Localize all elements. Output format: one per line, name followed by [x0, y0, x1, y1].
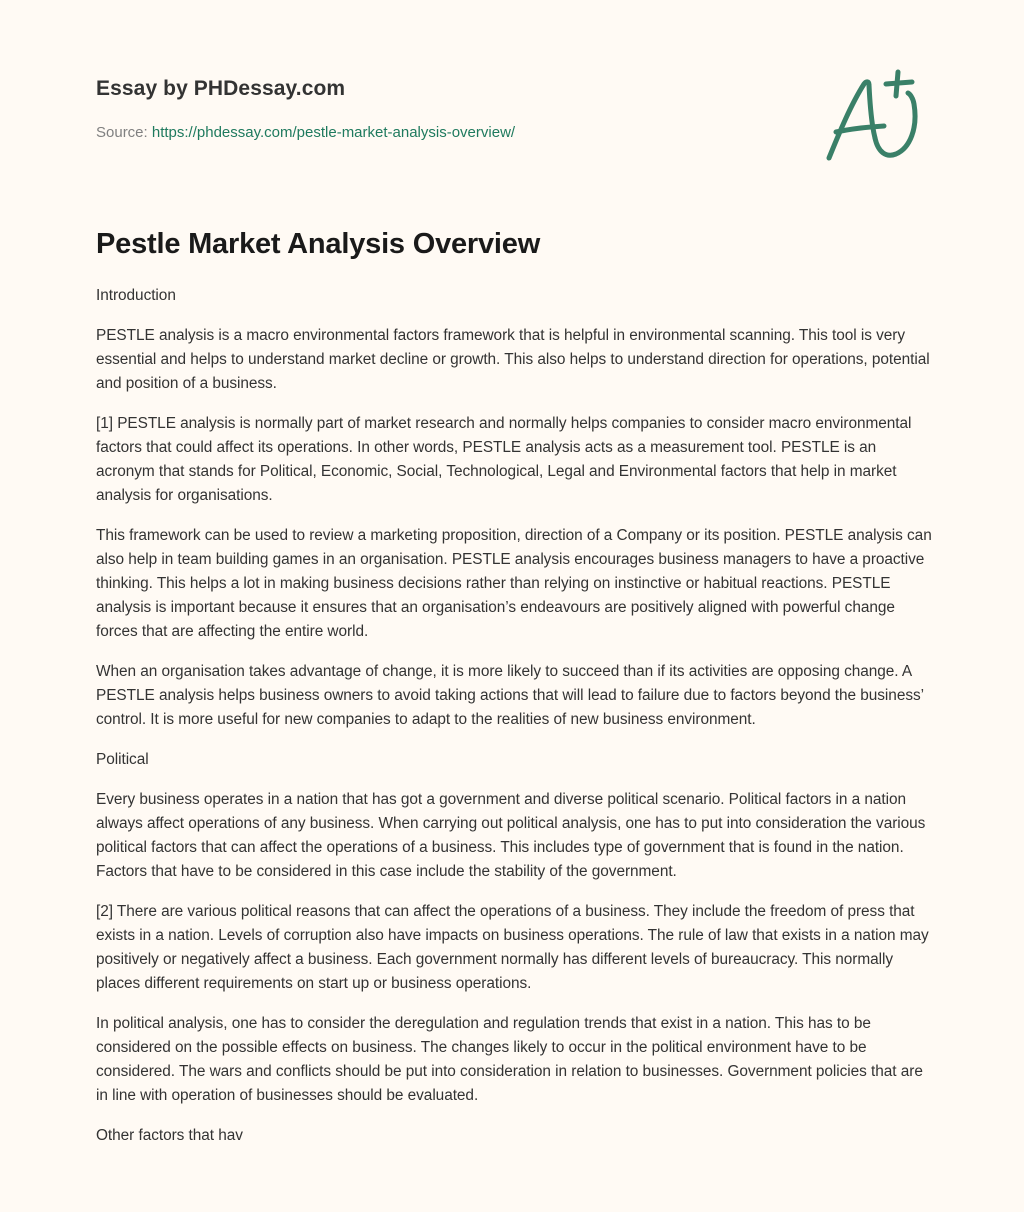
section-heading-political: Political — [96, 751, 149, 768]
paragraph: When an organisation takes advantage of change, it is more likely to succeed than if its activities are opposing change. A PESTLE analysis helps business owners to avoid taking actions that will lead to failure due to factors beyond the business’ control. It is more useful for new companies to adapt to the realities of new business environment. — [96, 663, 924, 728]
paragraph: In political analysis, one has to consider the deregulation and regulation trends that exist in a nation. This has to be considered on the possible effects on business. The changes likely to occur in the political environment have to be considered. The wars and conflicts should be put into consideration in relation to businesses. Government policies that are in line with operation of businesses should be evaluated. — [96, 1015, 923, 1104]
paragraph: [1] PESTLE analysis is normally part of market research and normally helps companies to consider macro environmental factors that could affect its operations. In other words, PESTLE analysis acts as a measurement tool. PESTLE is an acronym that stands for Political, Economic, Social, Technological, Legal and Environmental factors that help in market analysis for organisations. — [96, 415, 912, 504]
paragraph: [2] There are various political reasons that can affect the operations of a business. They include the freedom of press that exists in a nation. Levels of corruption also have impacts on business operations. The rule of law that exists in a nation may positively or negatively affect a business. Each government normally has different levels of bureaucracy. This normally places different requirements on start up or business operations. — [96, 903, 929, 992]
a-plus-grade-icon — [820, 66, 930, 166]
essay-title: Pestle Market Analysis Overview — [96, 228, 541, 260]
paragraph: This framework can be used to review a marketing proposition, direction of a Company or its position. PESTLE analysis can also help in team building games in an organisation. PESTLE analysis encourages business managers to have a proactive thinking. This helps a lot in making business decisions rather than relying on instinctive or habitual reactions. PESTLE analysis is important because it ensures that an organisation’s endeavours are positively aligned with powerful change forces that are affecting the entire world. — [96, 527, 932, 640]
section-heading-introduction: Introduction — [96, 287, 176, 304]
source-label: Source: — [96, 124, 152, 141]
site-title: Essay by PHDessay.com — [96, 77, 346, 100]
essay-body — [96, 284, 936, 1164]
essay-header — [96, 74, 796, 144]
truncated-paragraph: Other factors that hav — [96, 1127, 243, 1144]
source-line — [96, 122, 796, 144]
paragraph: Every business operates in a nation that has got a government and diverse political scenario. Political factors in a nation always affect operations of any business. When carrying out political analysis, one has to put into consideration the various political factors that can affect the operations of a business. This includes type of government that is found in the nation. Factors that have to be considered in this case include the stability of the government. — [96, 791, 926, 880]
paragraph: PESTLE analysis is a macro environmental factors framework that is helpful in environmental scanning. This tool is very essential and helps to understand market decline or growth. This also helps to understand direction for operations, potential and position of a business. — [96, 327, 930, 392]
source-link[interactable]: https://phdessay.com/pestle-market-analysis-overview/ — [151, 124, 516, 141]
